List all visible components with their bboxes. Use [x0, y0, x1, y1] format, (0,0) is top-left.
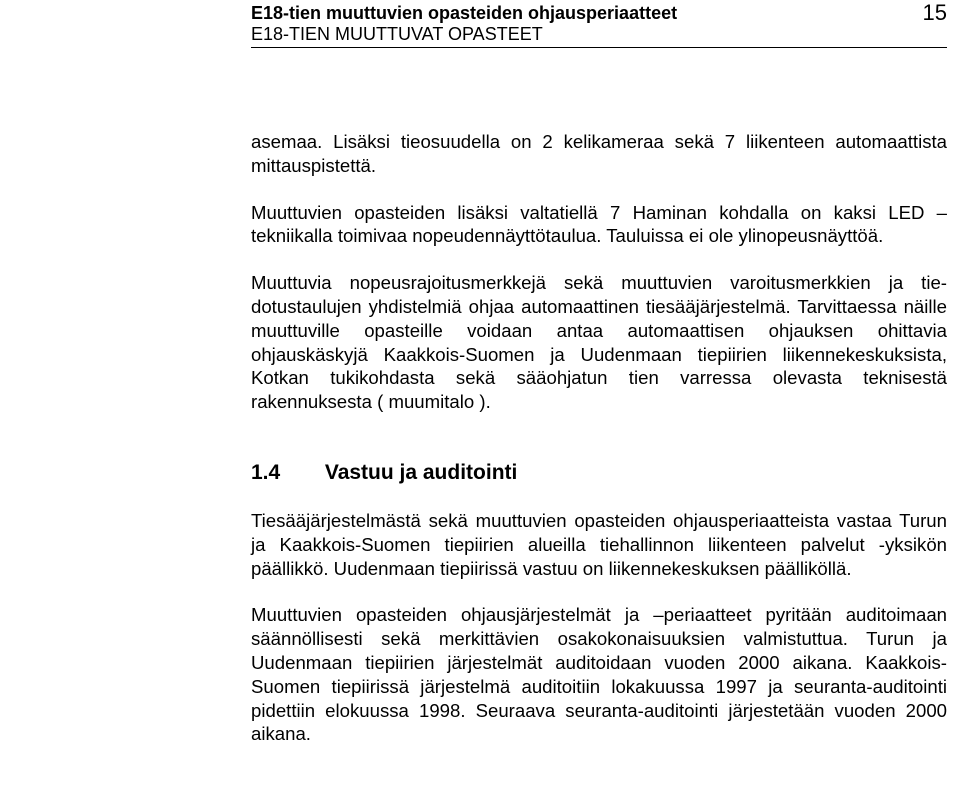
paragraph-4: Tiesääjärjestelmästä sekä muuttuvien opasteiden ohjausperiaatteista vastaa Turun ja Kaakkois-Suomen tiepiirien alueilla tiehallinnon liikenteen palvelut -yksikön päällikkö. Uudenmaan tiepiirissä vastuu on liikennekeskuksen päälliköllä. — [251, 509, 947, 579]
paragraph-3: Muuttuvia nopeusrajoitusmerkkejä sekä muuttuvien varoitusmerkkien ja tiedotustaulujen yhdistelmiä ohjaa automaattinen tiesääjärjestelmä. Tarvittaessa näille muuttuville opasteille voidaan antaa automaattisen ohjauksen ohittavia ohjauskäskyjä Kaakkois-Suomen ja Uudenmaan tiepiirien liikennekeskuksista, Kotkan tukikohdasta sekä sääohjatun tien varressa olevasta teknisestä rakennuksesta ( muumitalo ). — [251, 272, 947, 413]
header-subtitle: E18-TIEN MUUTTUVAT OPASTEET — [251, 24, 543, 44]
paragraph-2: Muuttuvien opasteiden lisäksi valtatiellä 7 Haminan kohdalla on kaksi LED – tekniikalla toimivaa nopeudennäyttötaulua. Tauluissa ei ole ylinopeusnäyttöä. — [251, 201, 947, 247]
page-header — [251, 2, 947, 50]
section-number: 1.4 — [251, 460, 281, 484]
section-title: Vastuu ja auditointi — [324, 460, 518, 484]
document-body — [251, 130, 947, 746]
paragraph-5: Muuttuvien opasteiden ohjausjärjestelmät ja –periaatteet pyritään auditoimaan säännöllisesti sekä merkittävien osakokonaisuuksien valmistuttua. Turun ja Uudenmaan tiepiirien järjestelmät auditoidaan vuoden 2000 aikana. Kaakkois-Suomen tiepiirissä järjestelmä auditoitiin lokakuussa 1997 ja seuranta-auditointi pidettiin elokuussa 1998. Seuraava seuranta-auditointi järjestetään vuoden 2000 aikana. — [251, 604, 947, 745]
header-title: E18-tien muuttuvien opasteiden ohjausperiaatteet — [251, 3, 678, 23]
page-number: 15 — [922, 0, 947, 25]
paragraph-1: asemaa. Lisäksi tieosuudella on 2 kelikameraa sekä 7 liikenteen automaattista mittauspistettä. — [251, 131, 947, 176]
header-divider — [251, 47, 947, 48]
section-heading — [251, 460, 947, 486]
